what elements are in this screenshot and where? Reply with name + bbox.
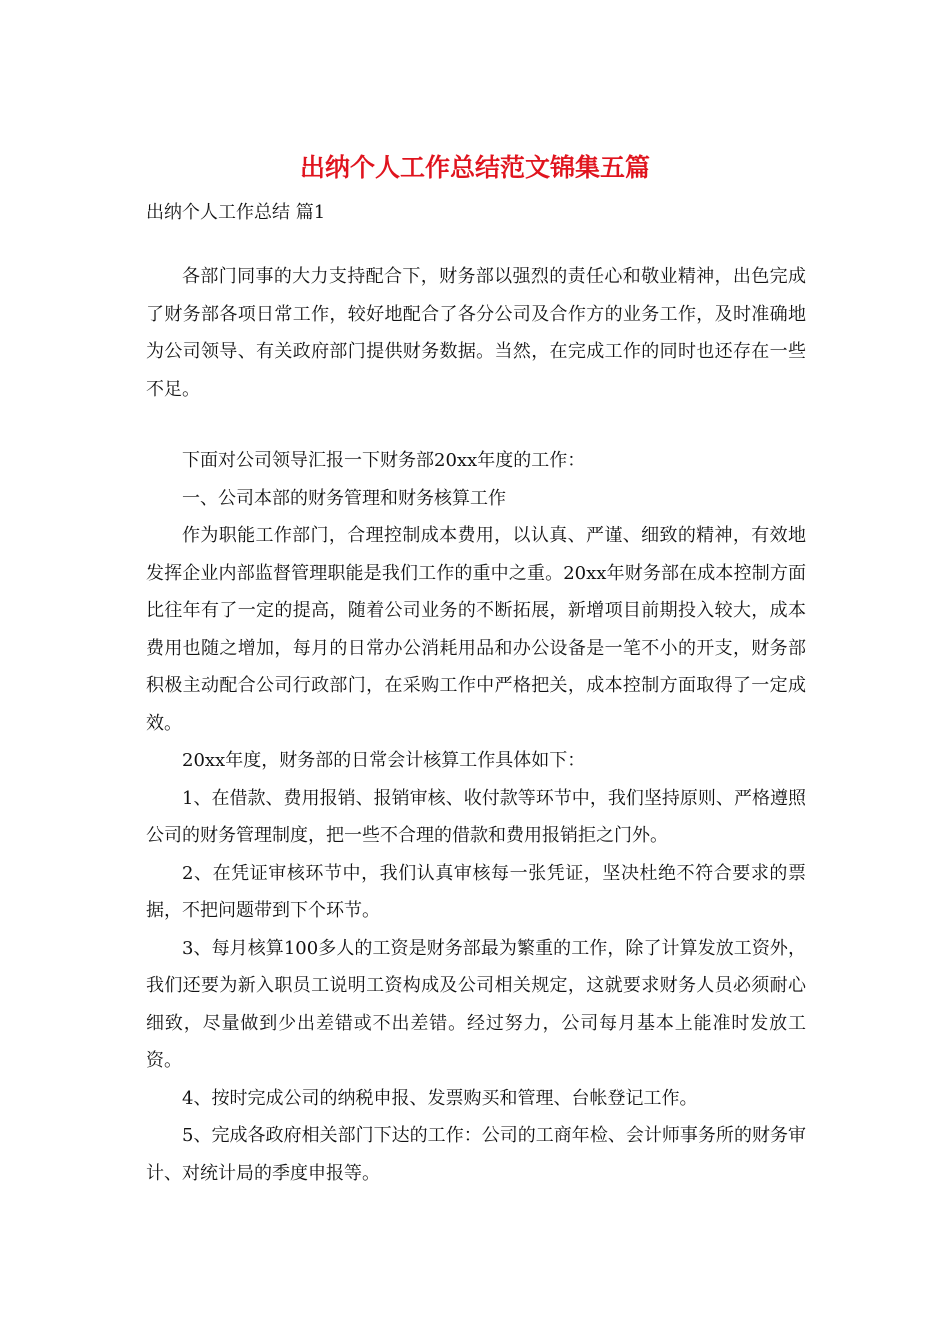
- paragraph: 5、完成各政府相关部门下达的工作：公司的工商年检、会计师事务所的财务审计、对统计局的季度申报等。: [146, 1125, 806, 1184]
- section-heading: 出纳个人工作总结 篇1: [146, 202, 326, 223]
- document-title: 出纳个人工作总结范文锦集五篇: [299, 153, 650, 182]
- paragraph: 20xx年度，财务部的日常会计核算工作具体如下：: [182, 750, 586, 771]
- paragraph: 各部门同事的大力支持配合下，财务部以强烈的责任心和敬业精神，出色完成了财务部各项日常工作，较好地配合了各分公司及合作方的业务工作，及时准确地为公司领导、有关政府部门提供财务数据。当然，在完成工作的同时也还存在一些不足。: [146, 266, 806, 400]
- paragraph: 下面对公司领导汇报一下财务部20xx年度的工作：: [182, 450, 586, 471]
- paragraph: 作为职能工作部门，合理控制成本费用，以认真、严谨、细致的精神，有效地发挥企业内部监督管理职能是我们工作的重中之重。20xx年财务部在成本控制方面比往年有了一定的提高，随着公司业务的不断拓展，新增项目前期投入较大，成本费用也随之增加，每月的日常办公消耗用品和办公设备是一笔不小的开支，财务部积极主动配合公司行政部门，在采购工作中严格把关，成本控制方面取得了一定成效。: [146, 525, 806, 734]
- report-block: [146, 442, 806, 1192]
- paragraph: 2、在凭证审核环节中，我们认真审核每一张凭证，坚决杜绝不符合要求的票据，不把问题带到下个环节。: [146, 862, 806, 921]
- paragraph: 一、公司本部的财务管理和财务核算工作: [182, 487, 506, 509]
- paragraph: 1、在借款、费用报销、报销审核、收付款等环节中，我们坚持原则、严格遵照公司的财务管理制度，把一些不合理的借款和费用报销拒之门外。: [146, 787, 806, 846]
- intro-block: [146, 258, 806, 408]
- paragraph: 3、每月核算100多人的工资是财务部最为繁重的工作，除了计算发放工资外，我们还要为新入职员工说明工资构成及公司相关规定，这就要求财务人员必须耐心细致，尽量做到少出差错或不出差错。经过努力，公司每月基本上能准时发放工资。: [146, 937, 806, 1071]
- paragraph: 4、按时完成公司的纳税申报、发票购买和管理、台帐登记工作。: [182, 1087, 698, 1109]
